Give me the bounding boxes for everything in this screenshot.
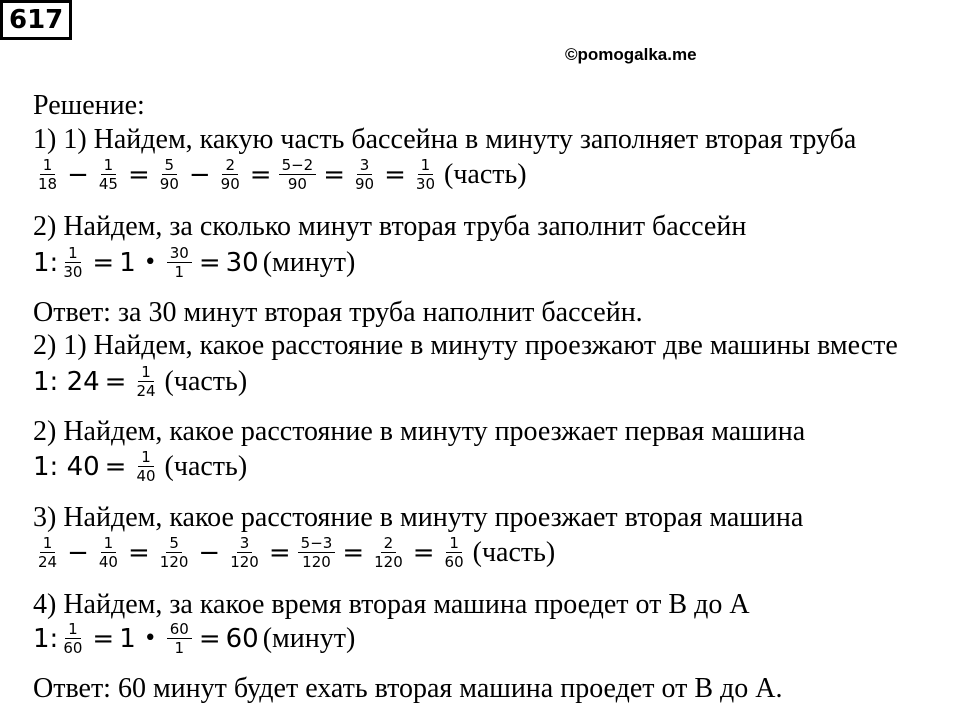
number: 1 <box>119 623 136 654</box>
fraction: $\frac{2}{90}$ <box>220 156 240 193</box>
equals-sign: = <box>92 623 115 654</box>
fraction: $\frac{5}{90}$ <box>159 156 179 193</box>
equals-sign: = <box>198 247 221 278</box>
fraction: $\frac{1}{18}$ <box>38 156 58 193</box>
fraction: $\frac{1}{60}$ <box>63 620 83 657</box>
problem1-step2: 2) Найдем, за сколько минут вторая труба заполнит бассейн <box>33 211 747 242</box>
equals-sign: = <box>92 247 115 278</box>
fraction: $\frac{1}{40}$ <box>98 534 118 571</box>
problem1-answer: Ответ: за 30 минут вторая труба наполнит бассейн. <box>33 297 643 328</box>
equals-sign: = <box>268 537 291 568</box>
equation-2 <box>33 244 355 281</box>
equation-1 <box>33 156 527 193</box>
unit-label: (часть) <box>444 158 527 190</box>
multiply-dot: • <box>143 250 157 275</box>
fraction: $\frac{1}{30}$ <box>415 156 435 193</box>
lead-term: 1: 24 <box>33 366 100 397</box>
fraction: $\frac{1}{24}$ <box>38 534 58 571</box>
equation-6 <box>33 620 355 657</box>
problem2-answer: Ответ: 60 минут будет ехать вторая машина проедет от В до А. <box>33 673 783 704</box>
unit-label: (минут) <box>262 246 356 278</box>
problem1-step1: 1) 1) Найдем, какую часть бассейна в минуту заполняет вторая труба <box>33 124 857 155</box>
fraction: $\frac{30}{1}$ <box>167 244 192 281</box>
minus-sign: − <box>67 537 89 568</box>
equals-sign: = <box>323 159 346 190</box>
multiply-dot: • <box>143 626 157 651</box>
equals-sign: = <box>384 159 406 190</box>
equals-sign: = <box>249 159 272 190</box>
equals-sign: = <box>104 451 127 482</box>
lead-term: 1: 40 <box>33 451 100 482</box>
equals-sign: = <box>127 537 150 568</box>
problem2-step4: 4) Найдем, за какое время вторая машина проедет от В до А <box>33 589 750 620</box>
equals-sign: = <box>127 159 150 190</box>
result: 30 <box>225 247 259 278</box>
equals-sign: = <box>198 623 221 654</box>
fraction: $\frac{5-2}{90}$ <box>279 156 317 193</box>
problem2-step2: 2) Найдем, какое расстояние в минуту проезжает первая машина <box>33 416 806 447</box>
fraction: $\frac{5}{120}$ <box>159 534 189 571</box>
equation-4 <box>33 448 247 485</box>
fraction: $\frac{5-3}{120}$ <box>298 534 336 571</box>
fraction: $\frac{60}{1}$ <box>167 620 192 657</box>
unit-label: (часть) <box>164 365 248 397</box>
minus-sign: − <box>188 159 211 190</box>
equation-5 <box>33 534 555 571</box>
minus-sign: − <box>67 159 89 190</box>
equation-3 <box>33 363 247 400</box>
result: 60 <box>225 623 259 654</box>
fraction: $\frac{3}{120}$ <box>230 534 259 571</box>
problem2-step1: 2) 1) Найдем, какое расстояние в минуту проезжают две машины вместе <box>33 330 898 361</box>
fraction: $\frac{1}{24}$ <box>136 363 156 400</box>
unit-label: (минут) <box>262 622 356 654</box>
fraction: $\frac{1}{45}$ <box>98 156 118 193</box>
equals-sign: = <box>342 537 365 568</box>
unit-label: (часть) <box>472 536 556 568</box>
problem2-step3: 3) Найдем, какое расстояние в минуту проезжает вторая машина <box>33 502 804 533</box>
task-number: 617 <box>0 0 72 40</box>
fraction: $\frac{1}{30}$ <box>63 244 83 281</box>
lead-term: 1: <box>33 247 59 278</box>
equals-sign: = <box>412 537 435 568</box>
lead-term: 1: <box>33 623 59 654</box>
solution-heading: Решение: <box>33 90 145 121</box>
equals-sign: = <box>104 366 127 397</box>
fraction: $\frac{3}{90}$ <box>355 156 375 193</box>
minus-sign: − <box>198 537 221 568</box>
watermark: ©pomogalka.me <box>565 45 697 64</box>
unit-label: (часть) <box>164 450 248 482</box>
fraction: $\frac{1}{40}$ <box>136 448 156 485</box>
number: 1 <box>119 247 136 278</box>
fraction: $\frac{1}{60}$ <box>444 534 464 571</box>
fraction: $\frac{2}{120}$ <box>374 534 403 571</box>
